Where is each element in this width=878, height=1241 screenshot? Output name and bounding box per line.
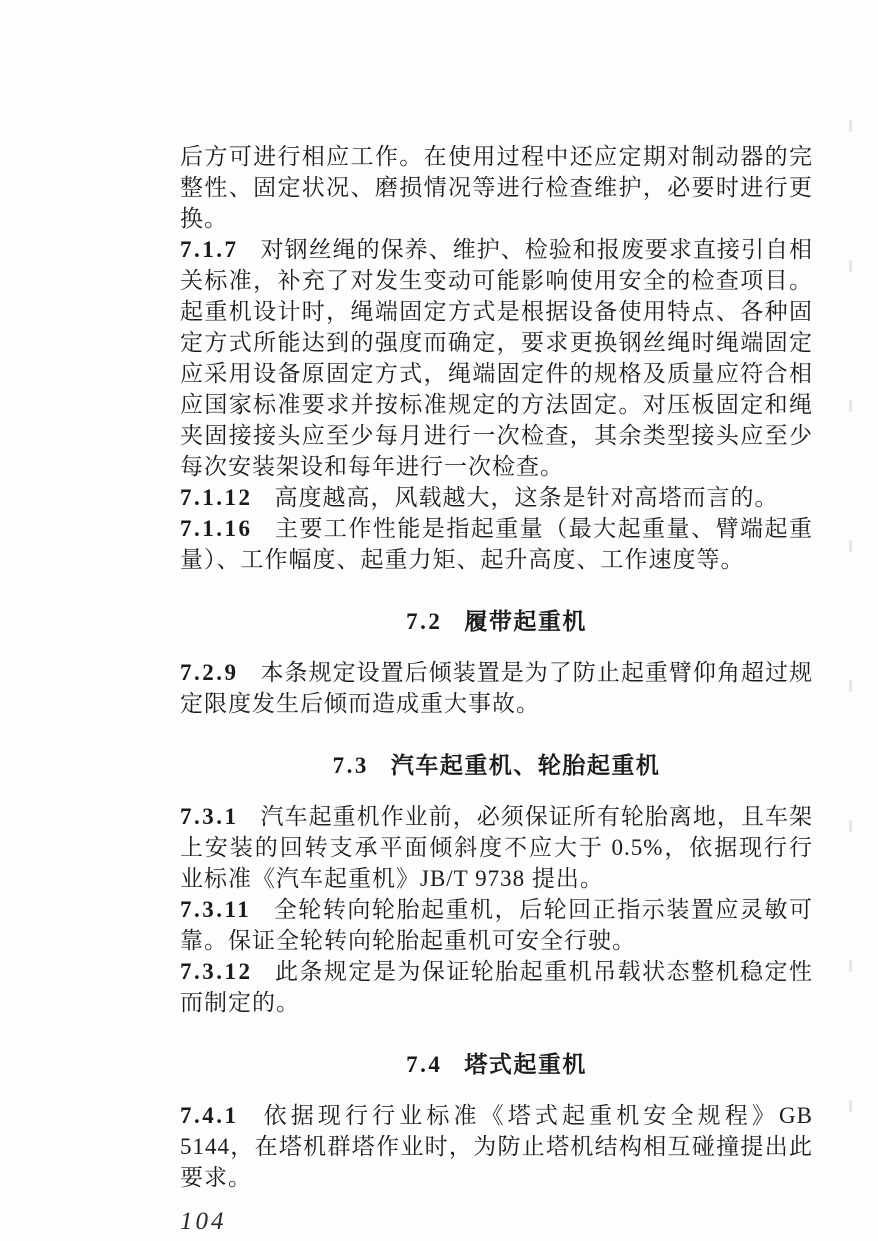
paragraph-continuation bbox=[180, 141, 813, 234]
section-number: 7.2 bbox=[406, 609, 443, 634]
clause-text: 主要工作性能是指起重量（最大起重量、臂端起重量）、工作幅度、起重力矩、起升高度、工作速度等。 bbox=[180, 516, 813, 572]
clause-7-2-9 bbox=[180, 657, 813, 719]
clause-number: 7.3.12 bbox=[180, 959, 253, 984]
clause-7-3-1 bbox=[180, 801, 813, 894]
page-number: 104 bbox=[180, 1208, 227, 1235]
clause-text: 全轮转向轮胎起重机，后轮回正指示装置应灵敏可靠。保证全轮转向轮胎起重机可安全行驶。 bbox=[180, 897, 813, 953]
section-number: 7.4 bbox=[406, 1052, 443, 1077]
clause-text: 本条规定设置后倾装置是为了防止起重臂仰角超过规定限度发生后倾而造成重大事故。 bbox=[180, 660, 813, 716]
clause-number: 7.1.16 bbox=[180, 516, 253, 541]
clause-text: 对钢丝绳的保养、维护、检验和报废要求直接引自相关标准，补充了对发生变动可能影响使用安全的检查项目。起重机设计时，绳端固定方式是根据设备使用特点、各种固定方式所能达到的强度而确定，要求更换钢丝绳时绳端固定应采用设备原固定方式，绳端固定件的规格及质量应符合相应国家标准要求并按标准规定的方法固定。对压板固定和绳夹固接接头应至少每月进行一次检查，其余类型接头应至少每次安装架设和每年进行一次检查。 bbox=[180, 237, 813, 479]
clause-7-4-1 bbox=[180, 1100, 813, 1193]
clause-text: 高度越高，风载越大，这条是针对高塔而言的。 bbox=[274, 485, 779, 510]
clause-7-1-7 bbox=[180, 234, 813, 482]
section-title: 汽车起重机、轮胎起重机 bbox=[390, 753, 661, 778]
section-heading-7-4 bbox=[180, 1049, 813, 1080]
clause-7-1-12 bbox=[180, 482, 813, 513]
scan-artifact bbox=[849, 120, 852, 1120]
clause-number: 7.3.11 bbox=[180, 897, 252, 922]
clause-7-3-11 bbox=[180, 894, 813, 956]
section-title: 塔式起重机 bbox=[464, 1052, 587, 1077]
section-heading-7-2 bbox=[180, 606, 813, 637]
clause-7-1-16 bbox=[180, 513, 813, 575]
clause-text: 此条规定是为保证轮胎起重机吊载状态整机稳定性而制定的。 bbox=[180, 959, 813, 1015]
clause-number: 7.4.1 bbox=[180, 1103, 239, 1128]
section-heading-7-3 bbox=[180, 750, 813, 781]
section-title: 履带起重机 bbox=[464, 609, 587, 634]
clause-text: 汽车起重机作业前，必须保证所有轮胎离地，且车架上安装的回转支承平面倾斜度不应大于 0.5%，依据现行行业标准《汽车起重机》JB/T 9738 提出。 bbox=[180, 804, 813, 891]
section-number: 7.3 bbox=[332, 753, 369, 778]
clause-7-3-12 bbox=[180, 956, 813, 1018]
clause-number: 7.1.7 bbox=[180, 237, 239, 262]
clause-number: 7.3.1 bbox=[180, 804, 239, 829]
clause-number: 7.1.12 bbox=[180, 485, 253, 510]
clause-text: 依据现行行业标准《塔式起重机安全规程》GB 5144，在塔机群塔作业时，为防止塔机结构相互碰撞提出此要求。 bbox=[180, 1103, 813, 1190]
page-content bbox=[180, 141, 813, 1236]
paragraph-text: 后方可进行相应工作。在使用过程中还应定期对制动器的完整性、固定状况、磨损情况等进行检查维护，必要时进行更换。 bbox=[180, 144, 813, 231]
clause-number: 7.2.9 bbox=[180, 660, 239, 685]
